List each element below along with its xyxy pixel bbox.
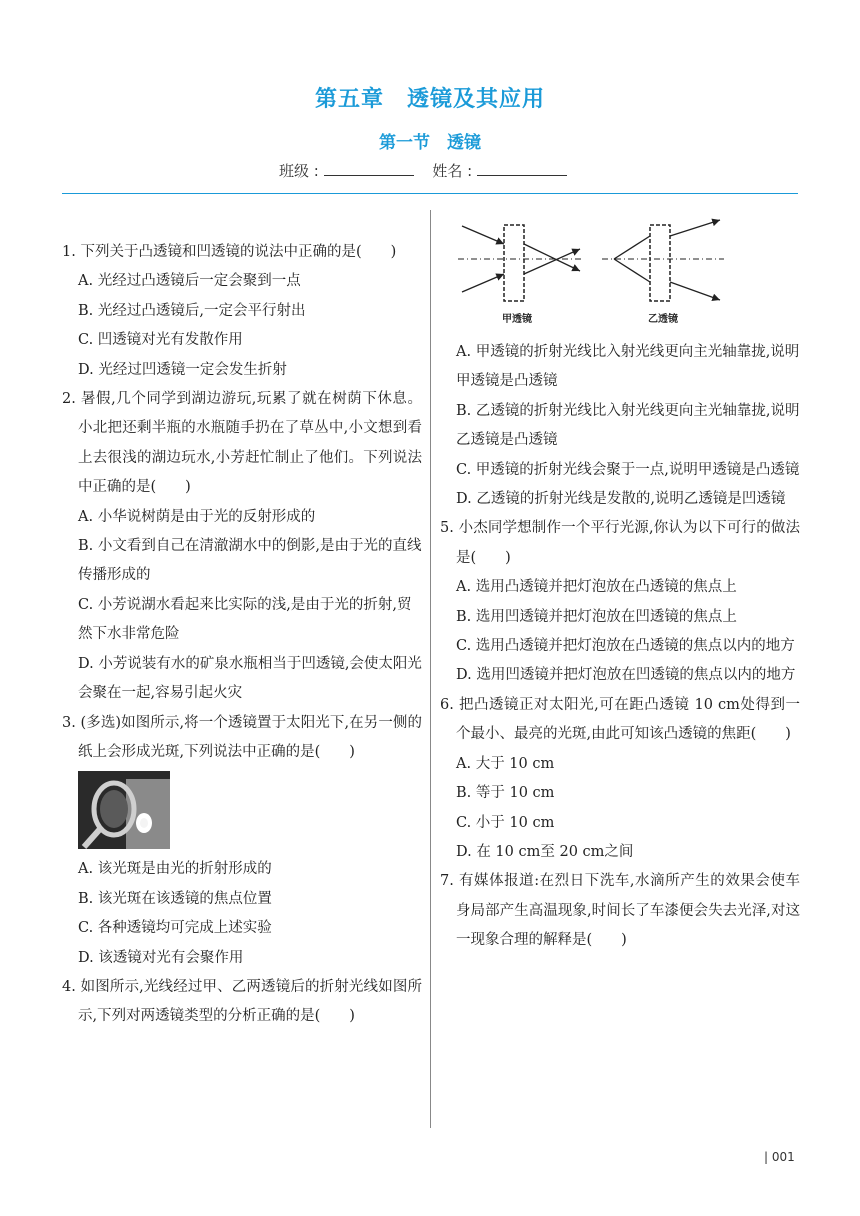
question-2-option-b: B. 小文看到自己在清澈湖水中的倒影,是由于光的直线传播形成的 <box>78 538 422 584</box>
class-blank[interactable] <box>324 161 414 176</box>
question-3-stem: 3. (多选)如图所示,将一个透镜置于太阳光下,在另一侧的纸上会形成光斑,下列说法中正确的是( ) <box>62 714 422 760</box>
header-rule <box>62 193 798 194</box>
yi-incident-ray-bottom <box>614 259 650 282</box>
yi-refracted-ray-bottom <box>670 282 720 300</box>
jia-incident-ray-top <box>462 226 504 244</box>
jia-refracted-ray-top <box>524 244 580 271</box>
question-7-stem: 7. 有媒体报道:在烈日下洗车,水滴所产生的效果会使车身局部产生高温现象,时间长了车漆便会失去光泽,对这一现象合理的解释是( ) <box>440 873 800 949</box>
question-1-option-c: C. 凹透镜对光有发散作用 <box>78 332 243 349</box>
question-1-stem: 1. 下列关于凸透镜和凹透镜的说法中正确的是( ) <box>62 244 397 260</box>
jia-lens-label: 甲透镜 <box>502 314 532 325</box>
question-4-stem: 4. 如图所示,光线经过甲、乙两透镜后的折射光线如图所示,下列对两透镜类型的分析正确的是( ) <box>62 978 422 1025</box>
student-info-line <box>0 160 860 181</box>
yi-lens-label: 乙透镜 <box>648 314 678 325</box>
jia-incident-ray-bottom <box>462 274 504 292</box>
question-2-stem: 2. 暑假,几个同学到湖边游玩,玩累了就在树荫下休息。小北把还剩半瓶的水瓶随手扔在了草丛中,小文想到看上去很浅的湖边玩水,小芳赶忙制止了他们。下列说法中正确的是( ) <box>62 391 422 496</box>
chapter-title: 第五章 透镜及其应用 <box>314 87 545 112</box>
section-title: 第一节 透镜 <box>379 133 481 153</box>
question-4-option-c: C. 甲透镜的折射光线会聚于一点,说明甲透镜是凸透镜 <box>456 461 800 478</box>
lens-photo-drawing <box>78 771 170 849</box>
question-4-option-a: A. 甲透镜的折射光线比入射光线更向主光轴靠拢,说明甲透镜是凸透镜 <box>456 344 800 390</box>
lens-sunlight-photo <box>78 771 170 849</box>
question-5-stem: 5. 小杰同学想制作一个平行光源,你认为以下可行的做法是( ) <box>440 520 800 566</box>
yi-refracted-ray-top <box>670 220 720 236</box>
class-label: 班级 : <box>279 162 319 180</box>
name-blank[interactable] <box>477 161 567 176</box>
question-2-option-a: A. 小华说树荫是由于光的反射形成的 <box>78 508 316 525</box>
question-6-option-a: A. 大于 10 cm <box>456 755 555 772</box>
question-5-option-b: B. 选用凹透镜并把灯泡放在凹透镜的焦点上 <box>456 608 737 625</box>
question-4-option-b: B. 乙透镜的折射光线比入射光线更向主光轴靠拢,说明乙透镜是凸透镜 <box>456 402 800 449</box>
question-1-option-d: D. 光经过凹透镜一定会发生折射 <box>78 361 287 378</box>
left-column <box>62 238 422 1032</box>
question-2-option-c: C. 小芳说湖水看起来比实际的浅,是由于光的折射,贸然下水非常危险 <box>78 596 412 643</box>
question-6-option-b: B. 等于 10 cm <box>456 785 555 802</box>
question-1-option-b: B. 光经过凸透镜后,一定会平行射出 <box>78 302 306 319</box>
column-divider <box>430 210 431 1128</box>
question-5-option-d: D. 选用凹透镜并把灯泡放在凹透镜的焦点以内的地方 <box>456 667 796 684</box>
question-5-option-c: C. 选用凸透镜并把灯泡放在凸透镜的焦点以内的地方 <box>456 638 795 655</box>
jia-lens <box>504 225 524 301</box>
question-5-option-a: A. 选用凸透镜并把灯泡放在凸透镜的焦点上 <box>456 579 737 596</box>
question-3-option-a: A. 该光斑是由光的折射形成的 <box>78 861 272 878</box>
name-label: 姓名 : <box>432 162 473 180</box>
page-number: | 001 <box>764 1150 795 1164</box>
question-4-option-d: D. 乙透镜的折射光线是发散的,说明乙透镜是凹透镜 <box>456 491 786 508</box>
question-2-option-d: D. 小芳说装有水的矿泉水瓶相当于凹透镜,会使太阳光会聚在一起,容易引起火灾 <box>78 655 422 702</box>
yi-incident-ray-top <box>614 236 650 259</box>
right-column <box>440 338 800 956</box>
question-3-option-d: D. 该透镜对光有会聚作用 <box>78 949 244 966</box>
question-6-option-d: D. 在 10 cm至 20 cm之间 <box>456 843 634 860</box>
question-6-stem: 6. 把凸透镜正对太阳光,可在距凸透镜 10 cm处得到一个最小、最亮的光斑,由此可知该凸透镜的焦距( ) <box>440 696 800 743</box>
question-3-option-b: B. 该光斑在该透镜的焦点位置 <box>78 890 272 907</box>
question-1-option-a: A. 光经过凸透镜后一定会聚到一点 <box>78 273 301 290</box>
jia-refracted-ray-bottom <box>524 249 580 274</box>
yi-lens <box>650 225 670 301</box>
question-6-option-c: C. 小于 10 cm <box>456 814 555 831</box>
lens-ray-diagram <box>456 212 726 330</box>
question-3-option-c: C. 各种透镜均可完成上述实验 <box>78 920 272 937</box>
